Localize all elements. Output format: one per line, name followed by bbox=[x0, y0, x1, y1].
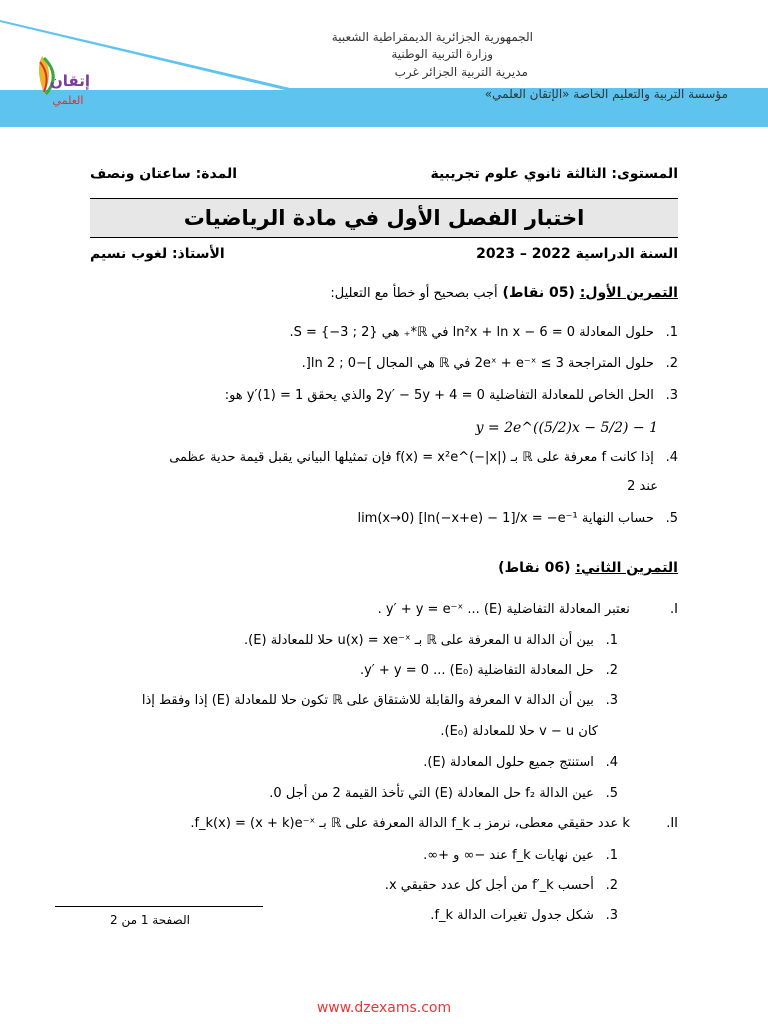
item-number: 1. bbox=[605, 848, 618, 863]
ex2-item bbox=[98, 693, 618, 708]
school-year: السنة الدراسية 2022 – 2023 bbox=[476, 246, 678, 262]
level-label: المستوى: الثالثة ثانوي علوم تجريبية bbox=[430, 166, 678, 182]
ex1-item bbox=[108, 388, 678, 403]
item-text: استنتج جميع حلول المعادلة (E). bbox=[423, 755, 594, 770]
item-formula: y = 2e^((5/2)x − 5/2) − 1 bbox=[475, 420, 658, 436]
item-number: 1. bbox=[605, 633, 618, 648]
part-1-text: نعتبر المعادلة التفاضلية (E) ... y′ + y = e⁻ˣ . bbox=[377, 602, 630, 617]
item-text: عين نهايات f_k عند −∞ و +∞. bbox=[423, 848, 594, 863]
svg-text:إتقان: إتقان bbox=[49, 72, 91, 90]
item-text: بين أن الدالة u المعرفة على ℝ بـ u(x) = xe⁻ˣ حلا للمعادلة (E). bbox=[244, 633, 594, 648]
ex2-item-continued bbox=[98, 724, 598, 739]
duration-label: المدة: ساعتان ونصف bbox=[90, 166, 238, 182]
feather-icon bbox=[30, 48, 100, 118]
item-text: حلول المعادلة ln²x + ln x − 6 = 0 في ℝ*₊ هي S = {−3 ; 2}. bbox=[289, 325, 654, 340]
item-text: بين أن الدالة v المعرفة والقابلة للاشتقاق على ℝ تكون حلا للمعادلة (E) إذا وفقط إذا bbox=[141, 693, 594, 708]
ministry-name: وزارة التربية الوطنية bbox=[391, 47, 493, 61]
ex1-item bbox=[108, 450, 678, 465]
ex2-item bbox=[98, 633, 618, 648]
item-number: 4. bbox=[665, 450, 678, 465]
ex1-item-continued bbox=[88, 420, 658, 436]
republic-name: الجمهورية الجزائرية الديمقراطية الشعبية bbox=[331, 30, 533, 44]
exercise-1-title bbox=[330, 285, 678, 301]
exercise-1-instruction: أجب بصحيح أو خطأ مع التعليل: bbox=[330, 286, 498, 301]
exercise-2-points: (06 نقاط) bbox=[498, 560, 571, 576]
school-name: مؤسسة التربية والتعليم الخاصة «الإتقان العلمي» bbox=[484, 87, 728, 101]
item-text: عند 2 bbox=[627, 479, 658, 494]
item-number: 4. bbox=[605, 755, 618, 770]
ex2-item bbox=[288, 908, 618, 923]
item-text: عين الدالة f₂ حل المعادلة (E) التي تأخذ القيمة 2 من أجل 0. bbox=[269, 786, 594, 801]
item-number: 5. bbox=[665, 511, 678, 526]
source-url[interactable]: www.dzexams.com bbox=[316, 1000, 452, 1016]
item-text: إذا كانت f معرفة على ℝ بـ f(x) = x²e^(−|x|) فإن تمثيلها البياني يقبل قيمة حدية عظمى bbox=[169, 450, 654, 465]
svg-text:العلمي: العلمي bbox=[52, 94, 84, 107]
item-number: 1. bbox=[665, 325, 678, 340]
part-1-intro bbox=[108, 602, 678, 617]
page-number: الصفحة 1 من 2 bbox=[110, 913, 190, 927]
item-number: 3. bbox=[605, 693, 618, 708]
part-2-label: II. bbox=[666, 816, 678, 831]
ex2-item bbox=[98, 663, 618, 678]
item-number: 3. bbox=[605, 908, 618, 923]
item-number: 2. bbox=[605, 663, 618, 678]
ex1-item-continued bbox=[88, 479, 658, 494]
part-1-label: I. bbox=[670, 602, 678, 617]
item-text: حساب النهاية lim(x→0) [ln(−x+e) − 1]/x = −e⁻¹ bbox=[357, 511, 654, 526]
item-number: 5. bbox=[605, 786, 618, 801]
footer-divider bbox=[55, 906, 263, 907]
part-2-intro bbox=[108, 816, 678, 831]
header-banner bbox=[0, 0, 768, 130]
school-logo bbox=[30, 48, 100, 118]
ex1-item bbox=[108, 511, 678, 526]
item-number: 2. bbox=[665, 356, 678, 371]
exercise-1-label: التمرين الأول: bbox=[579, 285, 678, 301]
exercise-1-points: (05 نقاط) bbox=[502, 285, 575, 301]
exercise-2-label: التمرين الثاني: bbox=[575, 560, 678, 576]
teacher-name: الأستاذ: لغوب نسيم bbox=[90, 246, 225, 262]
item-text: الحل الخاص للمعادلة التفاضلية 2y′ − 5y + 4 = 0 والذي يحقق y′(1) = 1 هو: bbox=[224, 388, 654, 403]
item-number: 3. bbox=[665, 388, 678, 403]
item-text: شكل جدول تغيرات الدالة f_k. bbox=[430, 908, 594, 923]
ex2-item bbox=[98, 786, 618, 801]
ex2-item bbox=[98, 878, 618, 893]
ex2-item bbox=[98, 755, 618, 770]
exercise-2-title bbox=[498, 560, 678, 576]
directorate-name: مديرية التربية الجزائر غرب bbox=[394, 65, 528, 79]
part-2-text: k عدد حقيقي معطى، نرمز بـ f_k الدالة المعرفة على ℝ بـ f_k(x) = (x + k)e⁻ˣ. bbox=[190, 816, 630, 831]
item-number: 2. bbox=[605, 878, 618, 893]
ex1-item bbox=[108, 325, 678, 340]
item-text: كان v − u حلا للمعادلة (E₀). bbox=[440, 724, 598, 739]
item-text: أحسب f′_k من أجل كل عدد حقيقي x. bbox=[384, 878, 594, 893]
page-title: اختبار الفصل الأول في مادة الرياضيات bbox=[90, 198, 678, 238]
item-text: حل المعادلة التفاضلية (E₀) ... y′ + y = 0. bbox=[359, 663, 594, 678]
item-text: حلول المتراجحة 2eˣ + e⁻ˣ ≤ 3 في ℝ هي المجال ]−ln 2 ; 0[. bbox=[301, 356, 654, 371]
ex2-item bbox=[98, 848, 618, 863]
ex1-item bbox=[108, 356, 678, 371]
